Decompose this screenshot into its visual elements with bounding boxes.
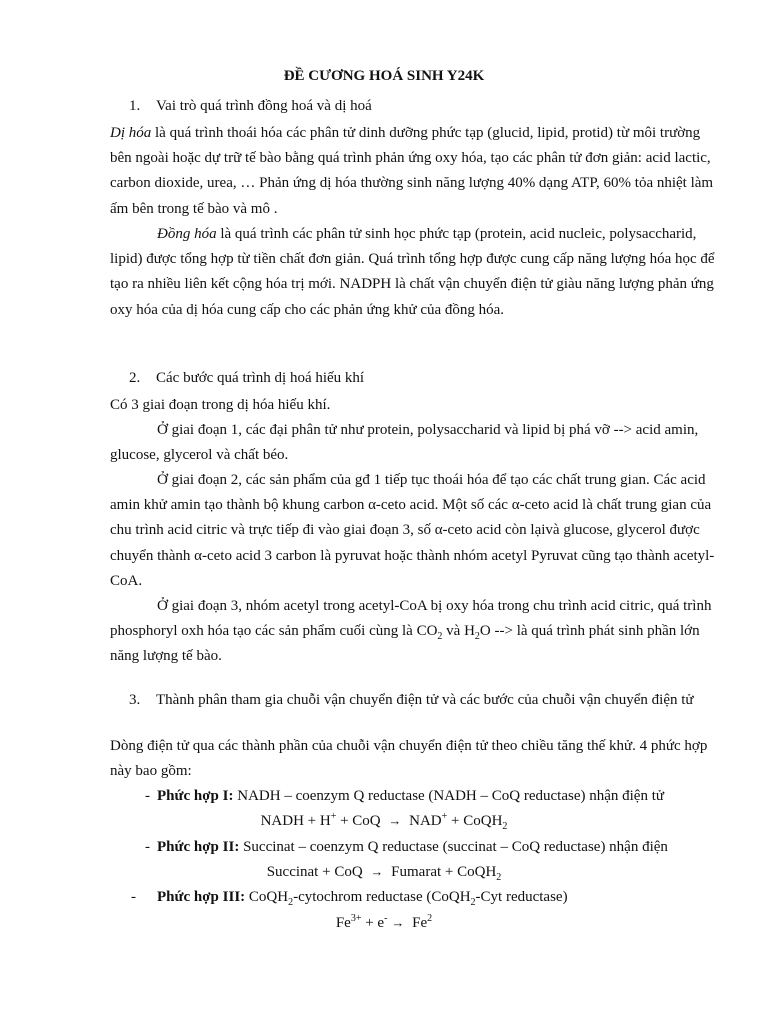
complex-3-item (131, 889, 711, 906)
paragraph-stage-1: Ở giai đoạn 1, các đại phân tử như protein, polysaccharid và lipid bị phá vỡ --> acid amin, glucose, glycerol và chất béo. (110, 422, 699, 464)
complex-3-text-b: -cytochrom reductase (CoQH (293, 889, 471, 905)
complex-1-text: NADH – coenzym Q reductase (NADH – CoQ reductase) nhận điện tử (233, 788, 665, 804)
paragraph-catabolism (110, 121, 722, 222)
section-3-number: 3. (129, 692, 141, 708)
section-1-number: 1. (129, 98, 141, 114)
complex-1-item (145, 788, 725, 805)
eq3-sup-b: - (384, 913, 388, 924)
complex-1-label: Phức hợp I: (157, 788, 234, 804)
section-2-title: Các bước quá trình dị hoá hiếu khí (156, 370, 365, 386)
term-anabolism: Đồng hóa (157, 226, 217, 242)
eq3-sup-a: 3+ (350, 913, 362, 924)
paragraph-stage-2: Ở giai đoạn 2, các sản phẩm của gđ 1 tiếp tục thoái hóa để tạo các chất trung gian. Các acid amin khử amin tạo thành bộ khung carbon α-ceto acid. Một số các α-ceto acid là chất trung gian của chu trình acid citric và trực tiếp đi vào giai đoạn 3, số α-ceto acid còn lạivà glucose, glycerol được chuyển thành α-ceto acid 3 carbon là pyruvat hoặc thành nhóm acetyl Pyruvat cũng tạo thành acetyl-CoA. (110, 472, 715, 589)
stage-3-text-c: O --> là quá trình phát sinh phần lớn năng lượng tế bào. (110, 623, 700, 665)
complex-2-text: Succinat – coenzym Q reductase (succinat – CoQ reductase) nhận điện (239, 839, 668, 855)
equation-complex-2 (0, 864, 768, 881)
section-3-heading (129, 692, 713, 709)
eq1-sup-a: + (330, 811, 337, 822)
stage-3-text-a: Ở giai đoạn 3, nhóm acetyl trong acetyl-CoA bị oxy hóa trong chu trình acid citric, quá trình phosphoryl oxh hóa tạo các sản phẩm cuối cùng là CO (110, 598, 712, 640)
section-2-number: 2. (129, 370, 141, 386)
term-catabolism: Dị hóa (110, 125, 152, 141)
eq1-part-d: + CoQH (447, 813, 503, 829)
bullet-mark: - (145, 788, 150, 804)
paragraph-stage-3 (110, 594, 722, 670)
anabolism-text: là quá trình các phân tử sinh học phức tạp (protein, acid nucleic, polysaccharid, lipid) được tổng hợp từ tiền chất đơn giản. Quá trình tổng hợp được cung cấp năng lượng hóa học để tạo ra nhiều liên kết cộng hóa trị mới. NADPH là chất vận chuyển điện tử giàu năng lượng phản ứng oxy hóa của dị hóa cung cấp cho các phản ứng khử của đồng hóa. (110, 226, 715, 318)
section-1-title: Vai trò quá trình đồng hoá và dị hoá (156, 98, 372, 114)
arrow-icon: → (388, 813, 402, 828)
complex-3-sub-2: 2 (470, 897, 476, 908)
eq2-sub-b: 2 (496, 872, 502, 883)
stage-3-text-b: và H (442, 623, 475, 640)
complex-3-text-a: CoQH (245, 889, 289, 905)
eq2-part-a: Succinat + CoQ (266, 864, 367, 880)
arrow-icon: → (370, 864, 384, 879)
paragraph-stages-intro: Có 3 giai đoạn trong dị hóa hiếu khí. (110, 397, 331, 413)
section-3-title: Thành phân tham gia chuỗi vận chuyển điện tử và các bước của chuỗi vận chuyển điện tử (156, 692, 694, 708)
section-2-heading (129, 370, 713, 387)
equation-complex-3 (0, 915, 768, 932)
co2-subscript: 2 (437, 631, 443, 643)
catabolism-text: là quá trình thoái hóa các phân tử dinh dưỡng phức tạp (glucid, lipid, protid) từ môi trường bên ngoài hoặc dự trữ tế bào bằng quá trình phản ứng oxy hóa, tạo các phân tử đơn giản: acid lactic, carbon dioxide, urea, … Phản ứng dị hóa thường sinh năng lượng 40% dạng ATP, 60% tỏa nhiệt làm ấm bên trong tế bào và mô . (110, 125, 714, 217)
complex-2-item (145, 839, 725, 856)
section-1-heading (129, 98, 713, 115)
bullet-mark: - (145, 839, 150, 855)
equation-complex-1 (0, 813, 768, 830)
paragraph-etc-intro: Dòng điện tử qua các thành phần của chuỗi vận chuyển điện tử theo chiều tăng thế khử. 4 phức hợp này bao gồm: (110, 738, 708, 780)
h2o-subscript: 2 (474, 631, 480, 643)
complex-2-label: Phức hợp II: (157, 839, 240, 855)
eq3-part-b: + e (361, 915, 385, 931)
paragraph-anabolism (110, 222, 722, 323)
eq2-part-b: Fumarat + CoQH (387, 864, 497, 880)
eq1-part-b: + CoQ (336, 813, 385, 829)
eq3-sup-c: 2 (427, 913, 433, 924)
document-title: ĐỀ CƯƠNG HOÁ SINH Y24K (283, 68, 485, 84)
eq3-part-c: Fe (408, 915, 428, 931)
complex-3-text-c: -Cyt reductase) (475, 889, 568, 905)
dash-mark: - (131, 889, 136, 905)
eq1-part-a: NADH + H (260, 813, 331, 829)
eq1-part-c: NAD (405, 813, 442, 829)
eq1-sup-c: + (441, 811, 448, 822)
eq3-part-a: Fe (335, 915, 351, 931)
complex-3-label: Phức hợp III: (157, 889, 246, 905)
arrow-icon: → (391, 915, 405, 930)
complex-3-sub-1: 2 (288, 897, 294, 908)
eq1-sub-d: 2 (502, 821, 508, 832)
